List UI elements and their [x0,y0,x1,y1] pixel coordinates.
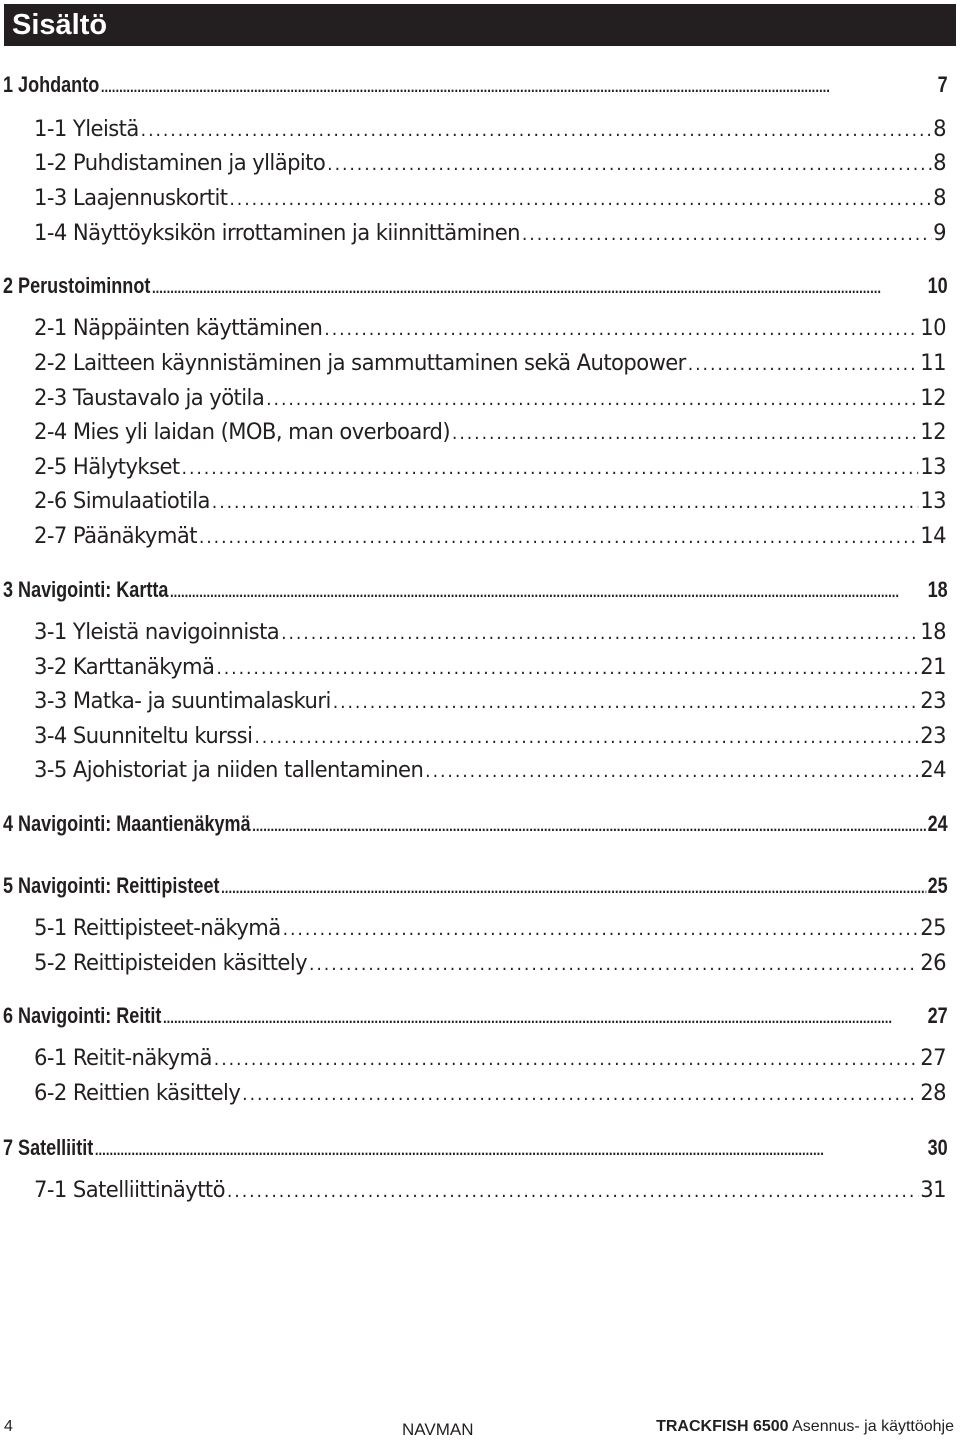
toc-entry-label: 2-7 Päänäkymät [34,524,197,549]
toc-entry-page: 27 [920,1046,946,1071]
toc-section [34,689,946,714]
dot-leader [152,280,926,298]
toc-section [34,951,946,976]
toc-entry-page: 13 [920,489,946,514]
toc-entry-page: 27 [927,1003,948,1028]
toc-entry-page: 12 [920,386,946,411]
dot-leader [281,623,918,644]
toc-entry-label: 2-6 Simulaatiotila [34,489,210,514]
footer-product: TRACKFISH 6500 [656,1418,789,1435]
toc-entry-page: 10 [920,316,946,341]
toc-entry-label: 6-1 Reitit-näkymä [34,1046,212,1071]
toc-section [34,724,946,749]
dot-leader [309,954,918,975]
toc-entry-label: 6 Navigointi: Reitit [3,1003,162,1028]
toc-entry-page: 23 [920,724,946,749]
dot-leader [242,1084,918,1105]
toc-entry-page: 10 [927,273,948,298]
toc-entry-page: 31 [920,1178,946,1203]
toc-entry-page: 8 [933,186,946,211]
toc-entry-label: 2-5 Hälytykset [34,455,180,480]
toc-section [34,524,946,549]
dot-leader [212,492,919,513]
toc-entry-page: 7 [937,72,948,97]
dot-leader [221,880,926,898]
dot-leader [283,919,919,940]
toc-section [34,386,946,411]
page-title: Sisältö [4,4,956,46]
toc-entry-page: 9 [933,221,946,246]
toc-chapter [3,1135,948,1161]
toc-entry-label: 4 Navigointi: Maantienäkymä [3,811,251,836]
toc-section [34,916,946,941]
toc-section [34,1081,946,1106]
toc-entry-page: 26 [920,951,946,976]
toc-section [34,655,946,680]
toc-entry-label: 1-3 Laajennuskortit [34,186,228,211]
toc-entry-label: 1-2 Puhdistaminen ja ylläpito [34,151,326,176]
toc-entry-page: 8 [933,151,946,176]
dot-leader [688,354,919,375]
toc-section [34,620,946,645]
toc-entry-page: 23 [920,689,946,714]
toc-entry-page: 18 [920,620,946,645]
dot-leader [163,1010,926,1028]
toc-section [34,221,946,246]
toc-entry-label: 5-1 Reittipisteet-näkymä [34,916,281,941]
dot-leader [216,658,918,679]
toc-entry-label: 3-5 Ajohistoriat ja niiden tallentaminen [34,758,424,783]
toc-entry-page: 24 [920,758,946,783]
toc-entry-label: 3-1 Yleistä navigoinnista [34,620,280,645]
toc-entry-label: 2-3 Taustavalo ja yötila [34,386,265,411]
toc-chapter [3,577,948,603]
toc-entry-label: 2 Perustoiminnot [3,273,151,298]
dot-leader [522,224,931,245]
toc-section [34,489,946,514]
dot-leader [266,389,918,410]
toc-entry-page: 18 [927,577,948,602]
toc-chapter [3,1003,948,1029]
toc-entry-page: 28 [920,1081,946,1106]
toc-entry-page: 30 [927,1135,948,1160]
toc-entry-page: 12 [920,420,946,445]
dot-leader [101,79,936,97]
toc-entry-page: 24 [927,811,948,836]
dot-leader [452,423,918,444]
toc-entry-page: 25 [927,873,948,898]
toc-entry-page: 14 [920,524,946,549]
dot-leader [229,189,931,210]
dot-leader [170,584,926,602]
toc-entry-page: 25 [920,916,946,941]
toc-chapter [3,273,948,299]
toc-chapter [3,873,948,899]
dot-leader [199,527,919,548]
toc-entry-label: 2-2 Laitteen käynnistäminen ja sammuttaminen sekä Autopower [34,351,686,376]
footer-document [656,1418,954,1436]
toc-entry-page: 13 [920,455,946,480]
toc-section [34,455,946,480]
dot-leader [324,319,918,340]
toc-entry-page: 21 [920,655,946,680]
toc-section [34,186,946,211]
dot-leader [333,692,919,713]
toc-entry-label: 1-1 Yleistä [34,117,139,142]
footer-brand: NAVMAN [402,1420,474,1439]
dot-leader [327,154,931,175]
toc-entry-label: 5 Navigointi: Reittipisteet [3,873,220,898]
toc-entry-label: 7 Satelliitit [3,1135,94,1160]
dot-leader [141,120,932,141]
toc-entry-label: 3-4 Suunniteltu kurssi [34,724,253,749]
toc-entry-label: 2-1 Näppäinten käyttäminen [34,316,323,341]
toc-section [34,316,946,341]
footer-page-number: 4 [4,1418,13,1435]
toc-entry-label: 6-2 Reittien käsittely [34,1081,241,1106]
toc-entry-label: 3-3 Matka- ja suuntimalaskuri [34,689,331,714]
toc-entry-label: 3-2 Karttanäkymä [34,655,215,680]
dot-leader [182,458,919,479]
dot-leader [252,818,926,836]
dot-leader [227,1181,918,1202]
footer-doc-title: Asennus- ja käyttöohje [792,1418,954,1435]
dot-leader [425,761,918,782]
toc-entry-label: 2-4 Mies yli laidan (MOB, man overboard) [34,420,450,445]
toc-entry-label: 1 Johdanto [3,72,100,97]
toc-entry-label: 5-2 Reittipisteiden käsittely [34,951,308,976]
toc-entry-label: 1-4 Näyttöyksikön irrottaminen ja kiinnittäminen [34,221,520,246]
toc-section [34,758,946,783]
toc-entry-page: 8 [933,117,946,142]
toc-section [34,1178,946,1203]
toc-entry-label: 3 Navigointi: Kartta [3,577,169,602]
toc-chapter [3,72,948,98]
dot-leader [254,727,918,748]
toc-section [34,117,946,142]
dot-leader [214,1049,919,1070]
toc-chapter [3,811,948,837]
toc-entry-page: 11 [920,351,946,376]
dot-leader [95,1142,926,1160]
toc-section [34,351,946,376]
toc-section [34,420,946,445]
toc-section [34,151,946,176]
toc-entry-label: 7-1 Satelliittinäyttö [34,1178,225,1203]
toc-section [34,1046,946,1071]
